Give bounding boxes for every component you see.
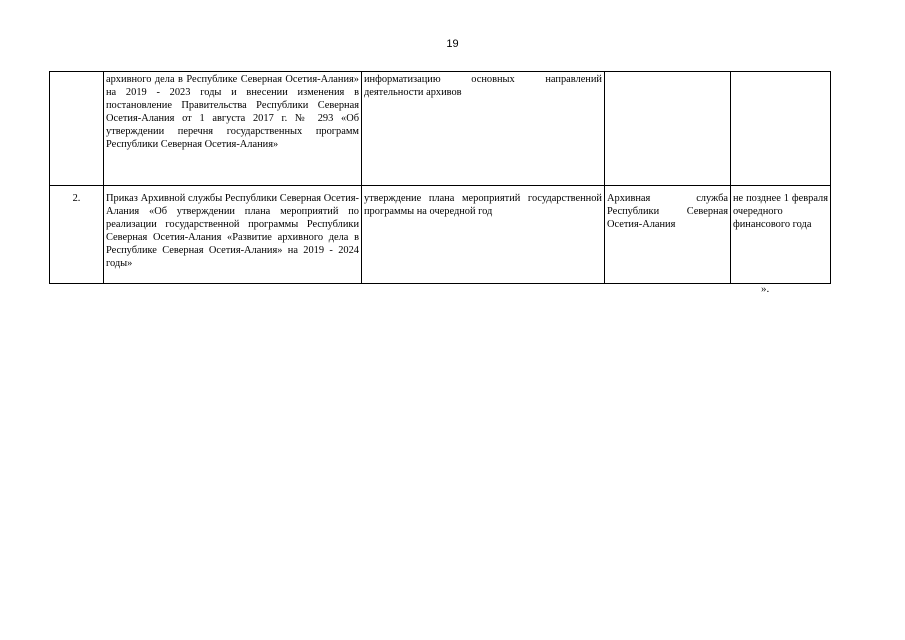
closing-quote: ». [761, 283, 770, 295]
deadline-cell [731, 72, 831, 186]
row-number [50, 72, 104, 186]
table-row [50, 186, 831, 284]
page-number: 19 [446, 38, 459, 50]
document-cell: Приказ Архивной службы Республики Северная Осетия-Алания «Об утверждении плана мероприятий по реализации государственной программы Республики Северная Осетия-Алания «Развитие архивного дела в Республике Северная Осетия-Алания» на 2019 - 2024 годы» [104, 186, 362, 284]
responsible-cell: Архивная служба Республики Северная Осетия-Алания [605, 186, 731, 284]
document-cell: архивного дела в Республике Северная Осетия-Алания» на 2019 - 2023 годы и внесении изменения в постановление Правительства Республики Северная Осетия-Алания от 1 августа 2017 г. № 293 «Об утверждении перечня государственных программ Республики Северная Осетия-Алания» [104, 72, 362, 186]
measures-table [49, 71, 831, 284]
deadline-cell: не позднее 1 февраля очередного финансового года [731, 186, 831, 284]
responsible-cell [605, 72, 731, 186]
row-number: 2. [50, 186, 104, 284]
purpose-cell: утверждение плана мероприятий государственной программы на очередной год [362, 186, 605, 284]
purpose-cell: информатизацию основных направлений деятельности архивов [362, 72, 605, 186]
table-row [50, 72, 831, 186]
